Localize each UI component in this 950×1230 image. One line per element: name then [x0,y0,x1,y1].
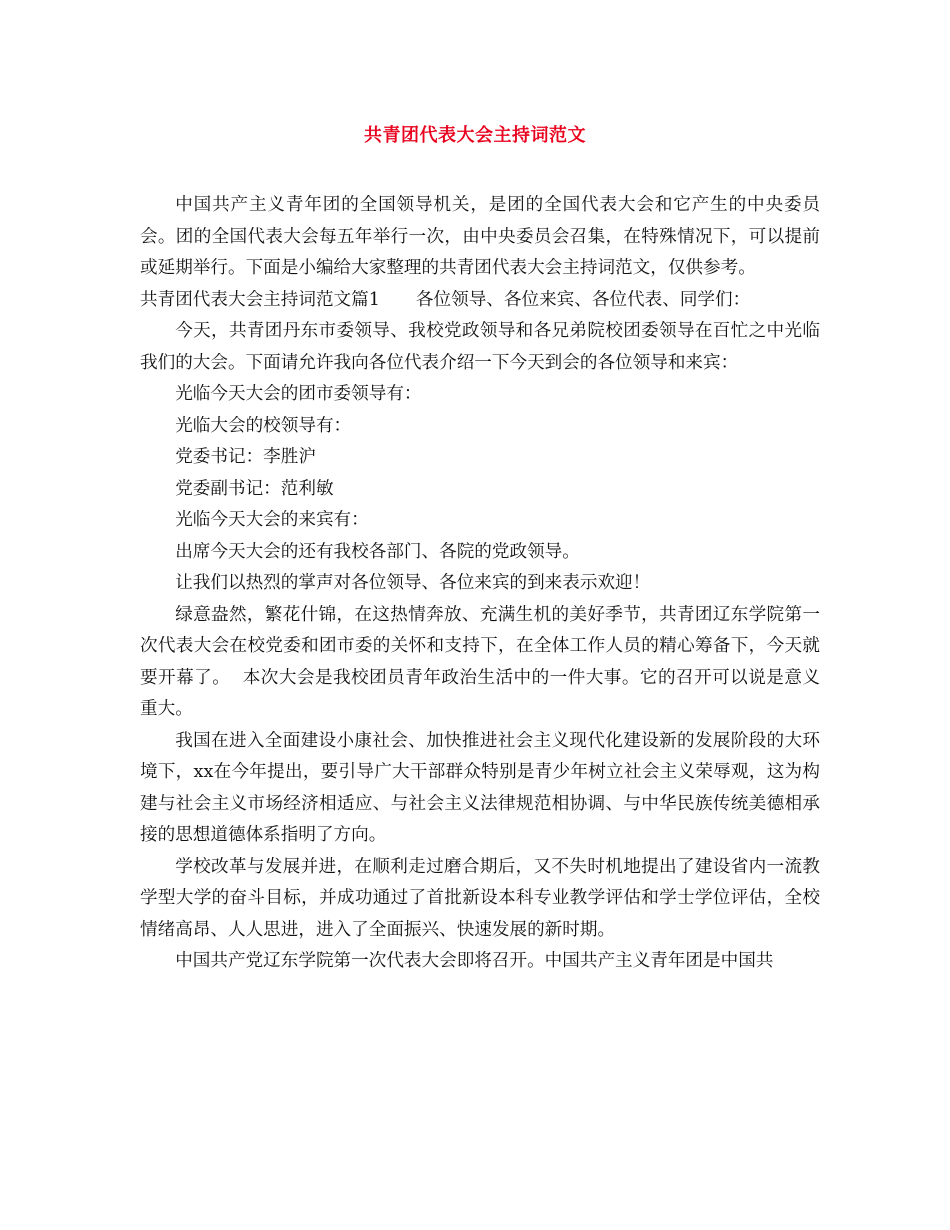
deputy-secretary-line: 党委副书记：范利敏 [175,478,334,499]
national-context-paragraph: 我国在进入全面建设小康社会、加快推进社会主义现代化建设新的发展阶段的大环境下，xx在今年提出，要引导广大干部群众特别是青少年树立社会主义荣辱观，这为构建与社会主义市场经济相适应、与社会主义法律规范相协调、与中华民族传统美德相承接的思想道德体系指明了方向。 [140,730,820,845]
welcome-line: 让我们以热烈的掌声对各位领导、各位来宾的到来表示欢迎！ [175,573,651,593]
guests-line: 光临今天大会的来宾有： [175,510,369,530]
school-reform-paragraph: 学校改革与发展并进，在顺利走过磨合期后，又不失时机地提出了建设省内一流教学型大学的奋斗目标，并成功通过了首批新设本科专业教学评估和学士学位评估，全校情绪高昂、人人思进，进入了全面振兴、快速发展的新时期。 [140,856,820,940]
congress-paragraph: 中国共产党辽东学院第一次代表大会即将召开。中国共产主义青年团是中国共 [175,951,774,971]
opening-paragraph: 今天，共青团丹东市委领导、我校党政领导和各兄弟院校团委领导在百忙之中光临我们的大会。下面请允许我向各位代表介绍一下今天到会的各位领导和来宾： [140,321,820,373]
document-title: 共青团代表大会主持词范文 [364,125,586,146]
spring-paragraph [140,600,820,726]
section-heading-line [140,285,820,317]
spring-paragraph-part1: 绿意盎然，繁花什锦，在这热情奔放、充满生机的美好季节，共青团辽东学院第一次代表大会在校党委和团市委的关怀和支持下，在全体工作人员的精心筹备下，今天就要开幕了。 [140,604,820,688]
city-leaders-line: 光临今天大会的团市委领导有： [175,384,422,404]
section-heading: 共青团代表大会主持词范文篇1 [140,289,380,310]
greeting-text: 各位领导、各位来宾、各位代表、同学们： [415,289,751,310]
party-secretary-line: 党委书记：李胜沪 [175,447,316,467]
spring-paragraph-part2: 本次大会是我校团员青年政治生活中的一件大事。它的召开可以说是意义重大。 [140,667,820,719]
document-body [140,190,820,978]
attendees-line: 出席今天大会的还有我校各部门、各院的党政领导。 [175,541,580,562]
school-leaders-line: 光临大会的校领导有： [175,415,352,436]
intro-paragraph: 中国共产主义青年团的全国领导机关，是团的全国代表大会和它产生的中央委员会。团的全国代表大会每五年举行一次，由中央委员会召集，在特殊情况下，可以提前或延期举行。下面是小编给大家整理的共青团代表大会主持词范文，仅供参考。 [140,195,820,278]
